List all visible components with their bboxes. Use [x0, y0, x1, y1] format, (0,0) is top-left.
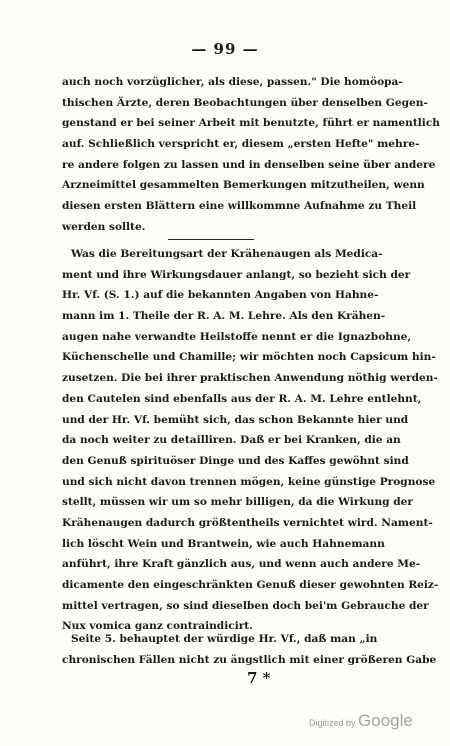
text-line: stellt, müssen wir um so mehr billigen, da die Wirkung der — [62, 496, 413, 509]
paragraph-1 — [62, 72, 440, 238]
text-line: und der Hr. Vf. bemüht sich, das schon Bekannte hier und — [62, 413, 409, 426]
watermark-prefix: Digitized by — [309, 718, 356, 728]
text-line: mittel vertragen, so sind dieselben doch bei'm Gebrauche der — [62, 599, 429, 612]
paragraph-3 — [62, 629, 437, 670]
text-line: mann im 1. Theile der R. A. M. Lehre. Als den Krähen- — [62, 310, 386, 323]
text-line: Nux vomica ganz contraindicirt. — [62, 620, 253, 633]
text-line: Hr. Vf. (S. 1.) auf die bekannten Angaben von Hahne- — [62, 289, 379, 302]
paragraph-2 — [62, 244, 439, 637]
text-line: auch noch vorzüglicher, als diese, passen." Die homöopa- — [62, 76, 403, 88]
page-number: — 99 — — [191, 40, 259, 58]
text-line: Küchenschelle und Chamille; wir möchten noch Capsicum hin- — [62, 351, 436, 364]
text-line: werden sollte. — [62, 220, 146, 233]
google-logo: Google — [358, 711, 413, 730]
text-line: augen nahe verwandte Heilstoffe nennt er die Ignazbohne, — [62, 330, 412, 343]
text-line: Was die Bereitungsart der Krähenaugen als Medica- — [71, 248, 383, 260]
text-line: den Genuß spirituöser Dinge und des Kaffes gewöhnt sind — [62, 454, 409, 467]
text-line: thischen Ärzte, deren Beobachtungen über denselben Gegen- — [62, 96, 428, 109]
text-line: chronischen Fällen nicht zu ängstlich mit einer größeren Gabe — [62, 653, 437, 666]
text-line: dicamente den eingeschränkten Genuß dieser gewohnten Reiz- — [62, 579, 439, 591]
text-line: diesen ersten Blättern eine willkommne Aufnahme zu Theil — [62, 200, 417, 213]
text-line: zusetzen. Die bei ihrer praktischen Anwendung nöthig werden- — [62, 372, 438, 385]
text-line: Seite 5. behauptet der würdige Hr. Vf., daß man „in — [71, 633, 378, 645]
text-line: anführt, ihre Kraft gänzlich aus, und wenn auch andere Me- — [62, 558, 421, 571]
text-line: genstand er bei seiner Arbeit mit benutzte, führt er namentlich — [62, 117, 440, 130]
text-line: den Cautelen sind ebenfalls aus der R. A. M. Lehre entlehnt, — [62, 392, 422, 405]
text-line: re andere folgen zu lassen und in denselben seine über andere — [62, 158, 436, 171]
digitization-watermark — [309, 711, 413, 731]
text-line: da noch weiter zu detailliren. Daß er bei Kranken, die an — [62, 434, 401, 447]
text-line: ment und ihre Wirkungsdauer anlangt, so bezieht sich der — [62, 268, 411, 281]
section-divider — [168, 239, 254, 240]
text-line: und sich nicht davon trennen mögen, keine günstige Prognose — [62, 475, 436, 488]
text-line: lich löscht Wein und Brantwein, wie auch Hahnemann — [62, 537, 385, 550]
text-line: Arzneimittel gesammelten Bemerkungen mitzutheilen, wenn — [62, 179, 425, 192]
text-line: auf. Schließlich verspricht er, diesem „ersten Hefte" mehre- — [62, 138, 420, 151]
signature-mark: 7 * — [247, 669, 271, 687]
text-line: Krähenaugen dadurch größtentheils vernichtet wird. Nament- — [62, 516, 433, 529]
